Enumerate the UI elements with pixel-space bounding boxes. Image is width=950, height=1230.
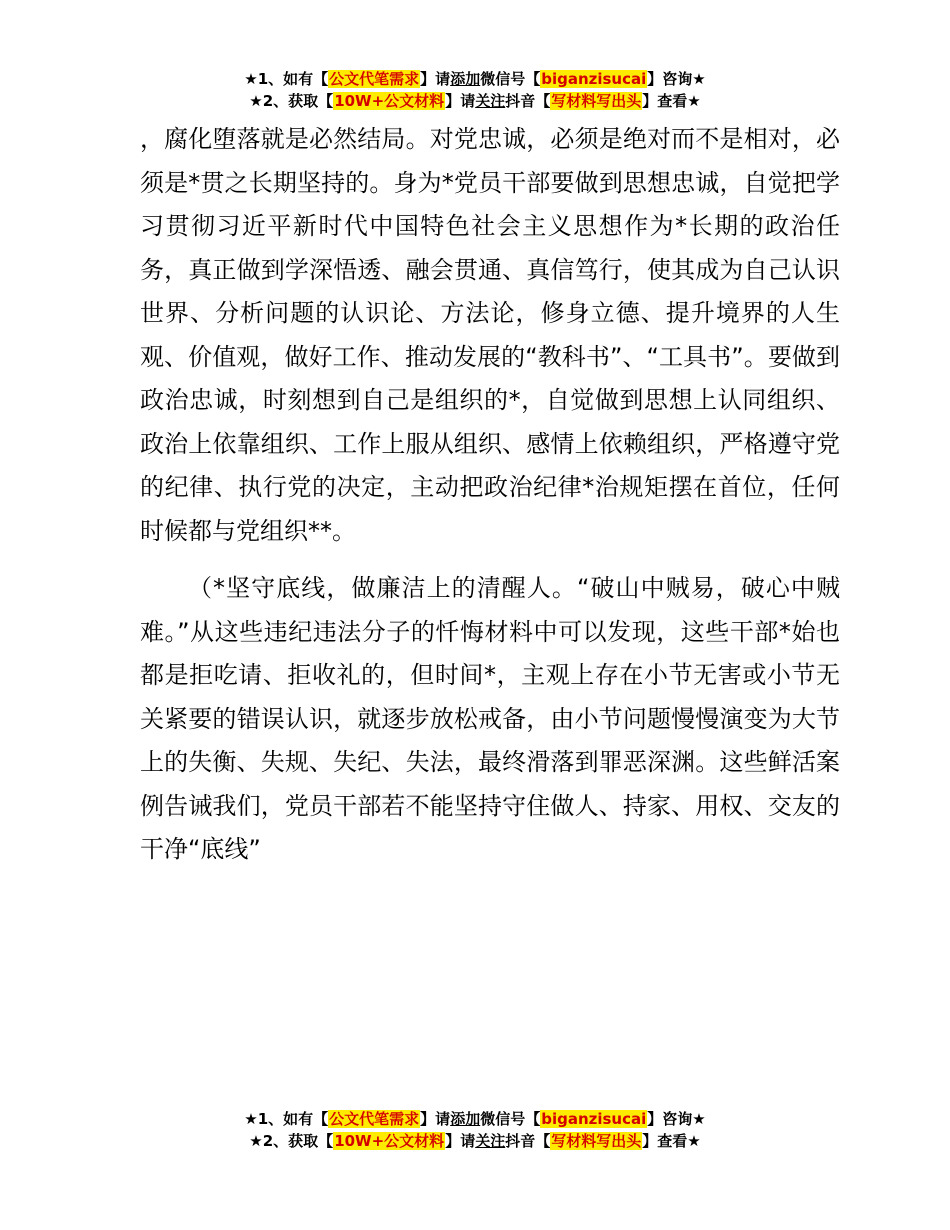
banner-text: 】请 xyxy=(445,1132,476,1150)
banner-text: 】查看★ xyxy=(642,92,701,110)
banner-text: 】咨询★ xyxy=(647,70,706,88)
paragraph-2: （*坚守底线，做廉洁上的清醒人。“破山中贼易，破心中贼难。”从这些违纪违法分子的忏悔材料中可以发现，这些干部*始也都是拒吃请、拒收礼的，但时间*，主观上存在小节无害或小节无关紧要的错误认识，就逐步放松戒备，由小节问题慢慢演变为大节上的失衡、失规、失纪、失法，最终滑落到罪恶深渊。这些鲜活案例告诫我们，党员干部若不能坚持守住做人、持家、用权、交友的干净“底线” xyxy=(140,574,840,863)
banner-text: 】查看★ xyxy=(642,1132,701,1150)
highlight-materials: 10W+公文材料 xyxy=(334,1132,445,1150)
highlight-service: 公文代笔需求 xyxy=(329,70,420,88)
banner-text: 抖音【 xyxy=(505,92,551,110)
banner-text: ★1、如有【 xyxy=(244,70,329,88)
banner-text: ★1、如有【 xyxy=(244,1110,329,1128)
footer-banner xyxy=(0,1108,950,1152)
paragraph-1: ，腐化堕落就是必然结局。对党忠诚，必须是绝对而不是相对，必须是*贯之长期坚持的。身为*党员干部要做到思想忠诚，自觉把学习贯彻习近平新时代中国特色社会主义思想作为*长期的政治任务，真正做到学深悟透、融会贯通、真信笃行，使其成为自己认识世界、分析问题的认识论、方法论，修身立德、提升境界的人生观、价值观，做好工作、推动发展的“教科书”、“工具书”。要做到政治忠诚，时刻想到自己是组织的*，自觉做到思想上认同组织、政治上依靠组织、工作上服从组织、感情上依赖组织，严格遵守党的纪律、执行党的决定，主动把政治纪律*治规矩摆在首位，任何时候都与党组织**。 xyxy=(140,125,840,545)
banner-text: ★2、获取【 xyxy=(249,92,334,110)
banner-line-1 xyxy=(0,68,950,90)
document-body xyxy=(140,118,840,872)
underlined-text: 添加 xyxy=(450,70,481,88)
underlined-text: 关注 xyxy=(475,92,506,110)
banner-line-2 xyxy=(0,1130,950,1152)
banner-text: 】咨询★ xyxy=(647,1110,706,1128)
banner-text: 微信号【 xyxy=(480,70,541,88)
highlight-wechat-id: biganzisucai xyxy=(541,1110,647,1128)
banner-text: 】请 xyxy=(420,1110,451,1128)
underlined-text: 关注 xyxy=(475,1132,506,1150)
banner-text: 】请 xyxy=(420,70,451,88)
banner-text: 微信号【 xyxy=(480,1110,541,1128)
highlight-service: 公文代笔需求 xyxy=(329,1110,420,1128)
highlight-materials: 10W+公文材料 xyxy=(334,92,445,110)
underlined-text: 添加 xyxy=(450,1110,481,1128)
header-banner xyxy=(0,68,950,112)
banner-text: 抖音【 xyxy=(505,1132,551,1150)
highlight-douyin: 写材料写出头 xyxy=(551,92,642,110)
highlight-douyin: 写材料写出头 xyxy=(551,1132,642,1150)
banner-line-1 xyxy=(0,1108,950,1130)
banner-text: ★2、获取【 xyxy=(249,1132,334,1150)
banner-text: 】请 xyxy=(445,92,476,110)
highlight-wechat-id: biganzisucai xyxy=(541,70,647,88)
banner-line-2 xyxy=(0,90,950,112)
